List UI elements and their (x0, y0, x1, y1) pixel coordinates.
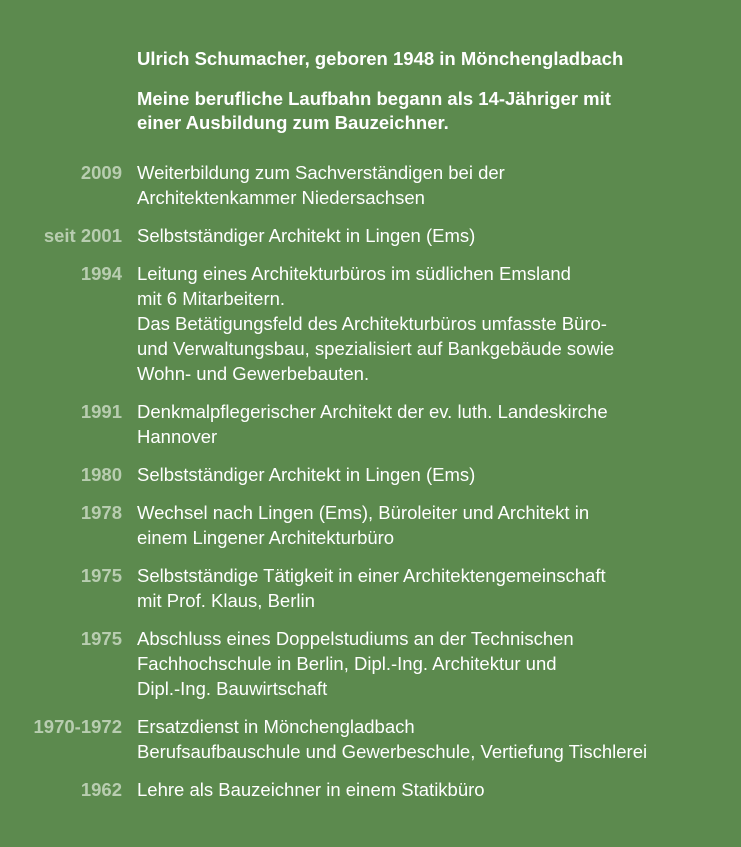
timeline-entry (0, 223, 741, 248)
timeline-entry (0, 500, 741, 550)
timeline-year: 1980 (80, 464, 122, 485)
timeline-description (137, 714, 737, 764)
timeline-description-line: Selbstständiger Architekt in Lingen (Ems) (137, 464, 476, 485)
timeline-entry (0, 261, 741, 386)
intro-block (137, 47, 727, 135)
timeline-entry (0, 714, 741, 764)
timeline-entry (0, 462, 741, 487)
timeline-year: 1994 (80, 263, 122, 284)
timeline-description-line: Selbstständiger Architekt in Lingen (Ems) (137, 225, 476, 246)
timeline-description (137, 500, 737, 550)
timeline-year: 1975 (80, 628, 122, 649)
timeline-description-line: Leitung eines Architekturbüros im südlichen Emsland (137, 263, 571, 284)
timeline-year: 2009 (80, 162, 122, 183)
timeline-description (137, 777, 737, 802)
intro-career-line: Meine berufliche Laufbahn begann als 14-Jähriger mit (137, 88, 611, 109)
timeline-description-line: Dipl.-Ing. Bauwirtschaft (137, 678, 328, 699)
timeline-description (137, 261, 737, 386)
timeline-year: 1970-1972 (33, 716, 122, 737)
timeline-description-line: Weiterbildung zum Sachverständigen bei der (137, 162, 505, 183)
timeline-description-line: Architektenkammer Niedersachsen (137, 187, 425, 208)
timeline-description-line: einem Lingener Architekturbüro (137, 527, 395, 548)
timeline-description-line: mit 6 Mitarbeitern. (137, 288, 286, 309)
timeline-description-line: und Verwaltungsbau, spezialisiert auf Bankgebäude sowie (137, 338, 615, 359)
intro-career-text (137, 87, 727, 135)
timeline-description (137, 160, 737, 210)
career-timeline (0, 160, 741, 815)
timeline-year: 1978 (80, 502, 122, 523)
timeline-description-line: Das Betätigungsfeld des Architekturbüros umfasste Büro- (137, 313, 607, 334)
intro-career-line: einer Ausbildung zum Bauzeichner. (137, 112, 449, 133)
timeline-entry (0, 626, 741, 701)
timeline-description-line: Berufsaufbauschule und Gewerbeschule, Vertiefung Tischlerei (137, 741, 648, 762)
timeline-description (137, 563, 737, 613)
timeline-year: 1975 (80, 565, 122, 586)
timeline-description (137, 223, 737, 248)
timeline-description-line: Hannover (137, 426, 218, 447)
timeline-description (137, 626, 737, 701)
timeline-description-line: Ersatzdienst in Mönchengladbach (137, 716, 415, 737)
timeline-description-line: Wohn- und Gewerbebauten. (137, 363, 370, 384)
timeline-description (137, 399, 737, 449)
timeline-description-line: Selbstständige Tätigkeit in einer Architektengemeinschaft (137, 565, 606, 586)
timeline-description-line: Wechsel nach Lingen (Ems), Büroleiter und Architekt in (137, 502, 590, 523)
timeline-entry (0, 777, 741, 802)
timeline-description-line: mit Prof. Klaus, Berlin (137, 590, 315, 611)
intro-name-line: Ulrich Schumacher, geboren 1948 in Mönchengladbach (137, 48, 624, 69)
timeline-description-line: Denkmalpflegerischer Architekt der ev. luth. Landeskirche (137, 401, 608, 422)
timeline-entry (0, 563, 741, 613)
timeline-year: 1991 (80, 401, 122, 422)
timeline-entry (0, 160, 741, 210)
timeline-entry (0, 399, 741, 449)
timeline-description-line: Lehre als Bauzeichner in einem Statikbüro (137, 779, 485, 800)
timeline-description-line: Fachhochschule in Berlin, Dipl.-Ing. Architektur und (137, 653, 557, 674)
timeline-year: 1962 (80, 779, 122, 800)
timeline-year: seit 2001 (43, 225, 122, 246)
timeline-description-line: Abschluss eines Doppelstudiums an der Technischen (137, 628, 574, 649)
timeline-description (137, 462, 737, 487)
